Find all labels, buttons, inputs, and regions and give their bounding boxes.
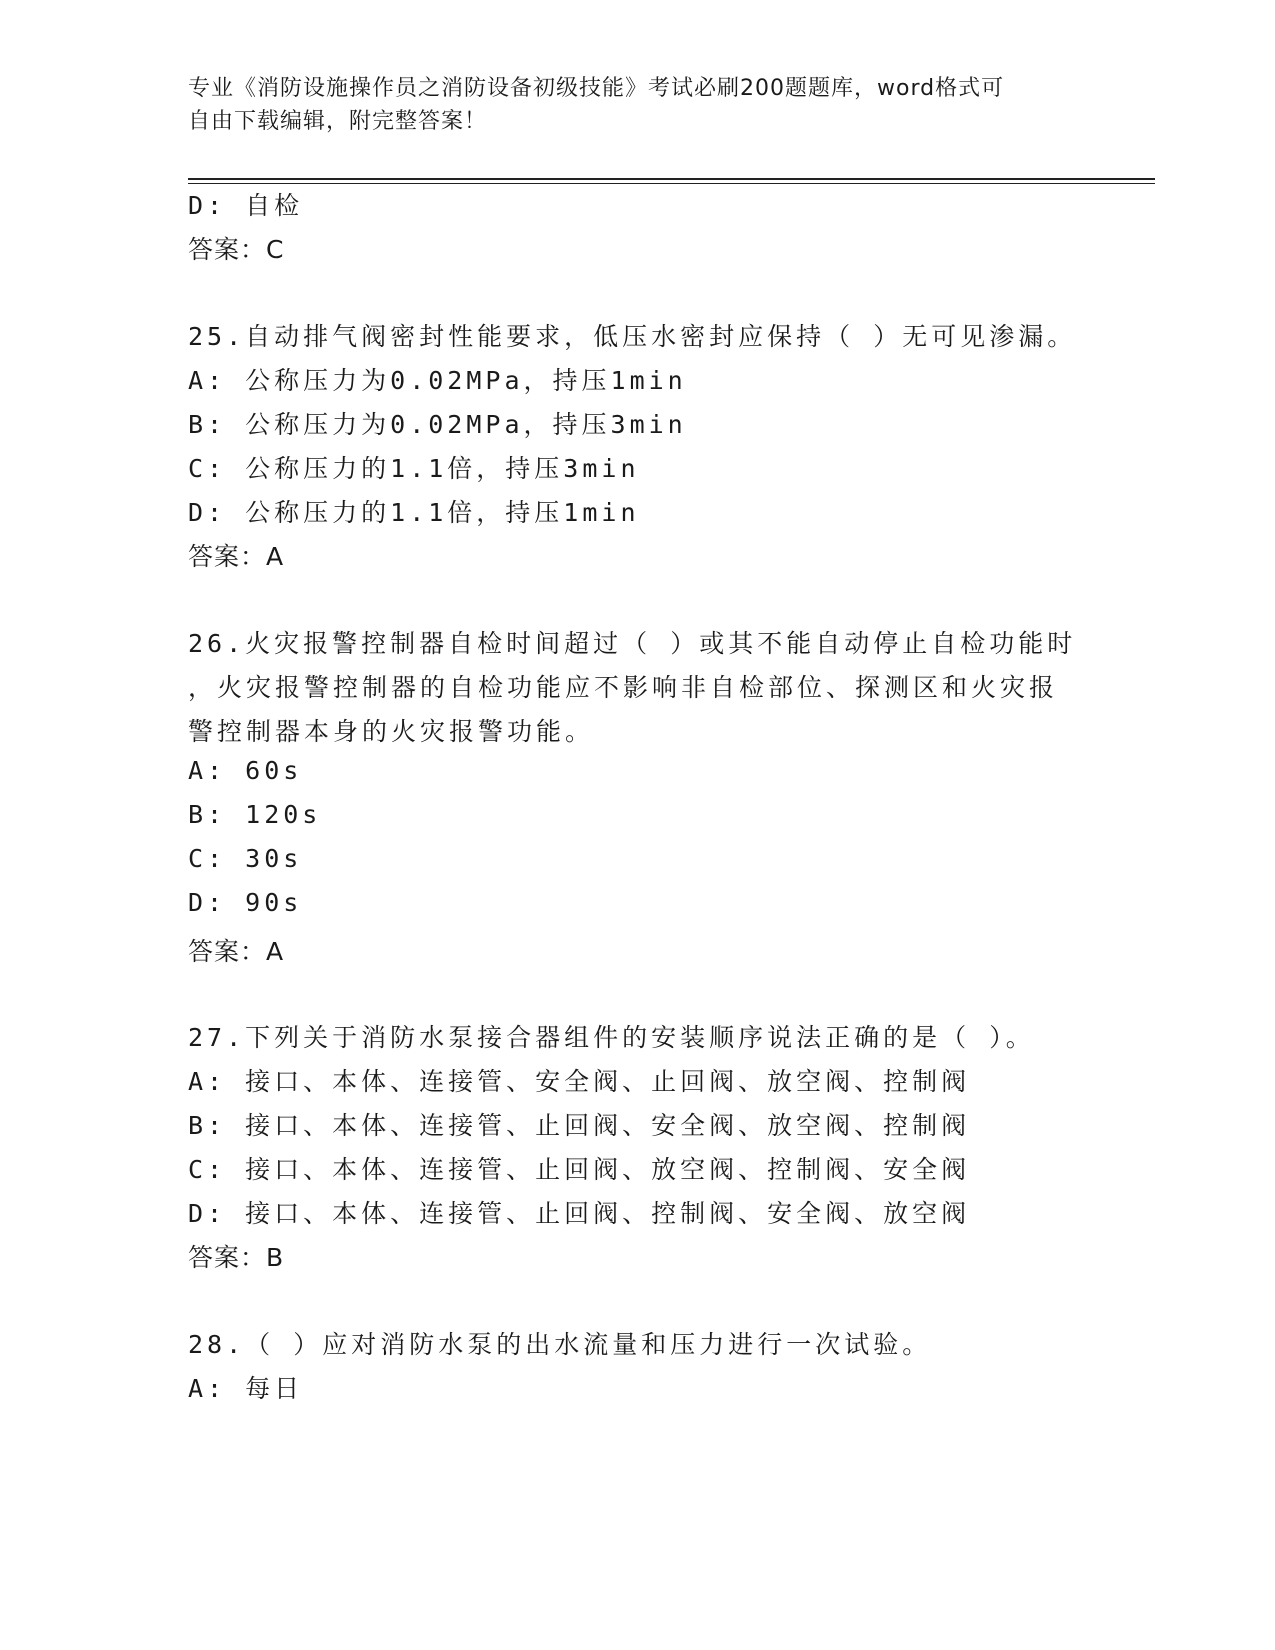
question-25-option-d: D: 公称压力的1.1倍，持压1min	[188, 498, 640, 527]
prev-option-d: D: 自检	[188, 191, 304, 220]
question-26-option-a: A: 60s	[188, 756, 303, 785]
question-27-option-c: C: 接口、本体、连接管、止回阀、放空阀、控制阀、安全阀	[188, 1155, 971, 1184]
question-25-stem: 25.自动排气阀密封性能要求，低压水密封应保持（ ）无可见渗漏。	[188, 322, 1077, 351]
question-27-option-a: A: 接口、本体、连接管、安全阀、止回阀、放空阀、控制阀	[188, 1067, 971, 1096]
question-26-stem-line-2: ，火灾报警控制器的自检功能应不影响非自检部位、探测区和火灾报	[188, 673, 1059, 702]
question-26-option-b: B: 120s	[188, 800, 322, 829]
question-28-stem: 28.（ ）应对消防水泵的出水流量和压力进行一次试验。	[188, 1330, 932, 1359]
question-26-option-c: C: 30s	[188, 844, 303, 873]
question-25-option-a: A: 公称压力为0.02MPa，持压1min	[188, 366, 687, 395]
question-27-option-d: D: 接口、本体、连接管、止回阀、控制阀、安全阀、放空阀	[188, 1199, 971, 1228]
question-26-stem-line-3: 警控制器本身的火灾报警功能。	[188, 717, 595, 746]
question-25-answer: 答案：A	[188, 542, 285, 571]
header-line-1: 专业《消防设施操作员之消防设备初级技能》考试必刷200题题库，word格式可	[188, 76, 1005, 101]
question-27-option-b: B: 接口、本体、连接管、止回阀、安全阀、放空阀、控制阀	[188, 1111, 971, 1140]
question-26-option-d: D: 90s	[188, 888, 303, 917]
header-line-2: 自由下载编辑，附完整答案！	[188, 109, 488, 134]
prev-answer: 答案：C	[188, 235, 285, 264]
header-rule-thin	[188, 183, 1155, 184]
header-rule-thick	[188, 178, 1155, 180]
document-header	[188, 72, 1088, 138]
question-26-stem-line-1: 26.火灾报警控制器自检时间超过（ ）或其不能自动停止自检功能时	[188, 629, 1077, 658]
question-25-option-c: C: 公称压力的1.1倍，持压3min	[188, 454, 640, 483]
question-28-option-a: A: 每日	[188, 1374, 304, 1403]
question-25-option-b: B: 公称压力为0.02MPa，持压3min	[188, 410, 687, 439]
question-27-answer: 答案：B	[188, 1243, 285, 1272]
question-26-answer: 答案：A	[188, 937, 285, 966]
question-27-stem: 27.下列关于消防水泵接合器组件的安装顺序说法正确的是（ ）。	[188, 1023, 1035, 1052]
